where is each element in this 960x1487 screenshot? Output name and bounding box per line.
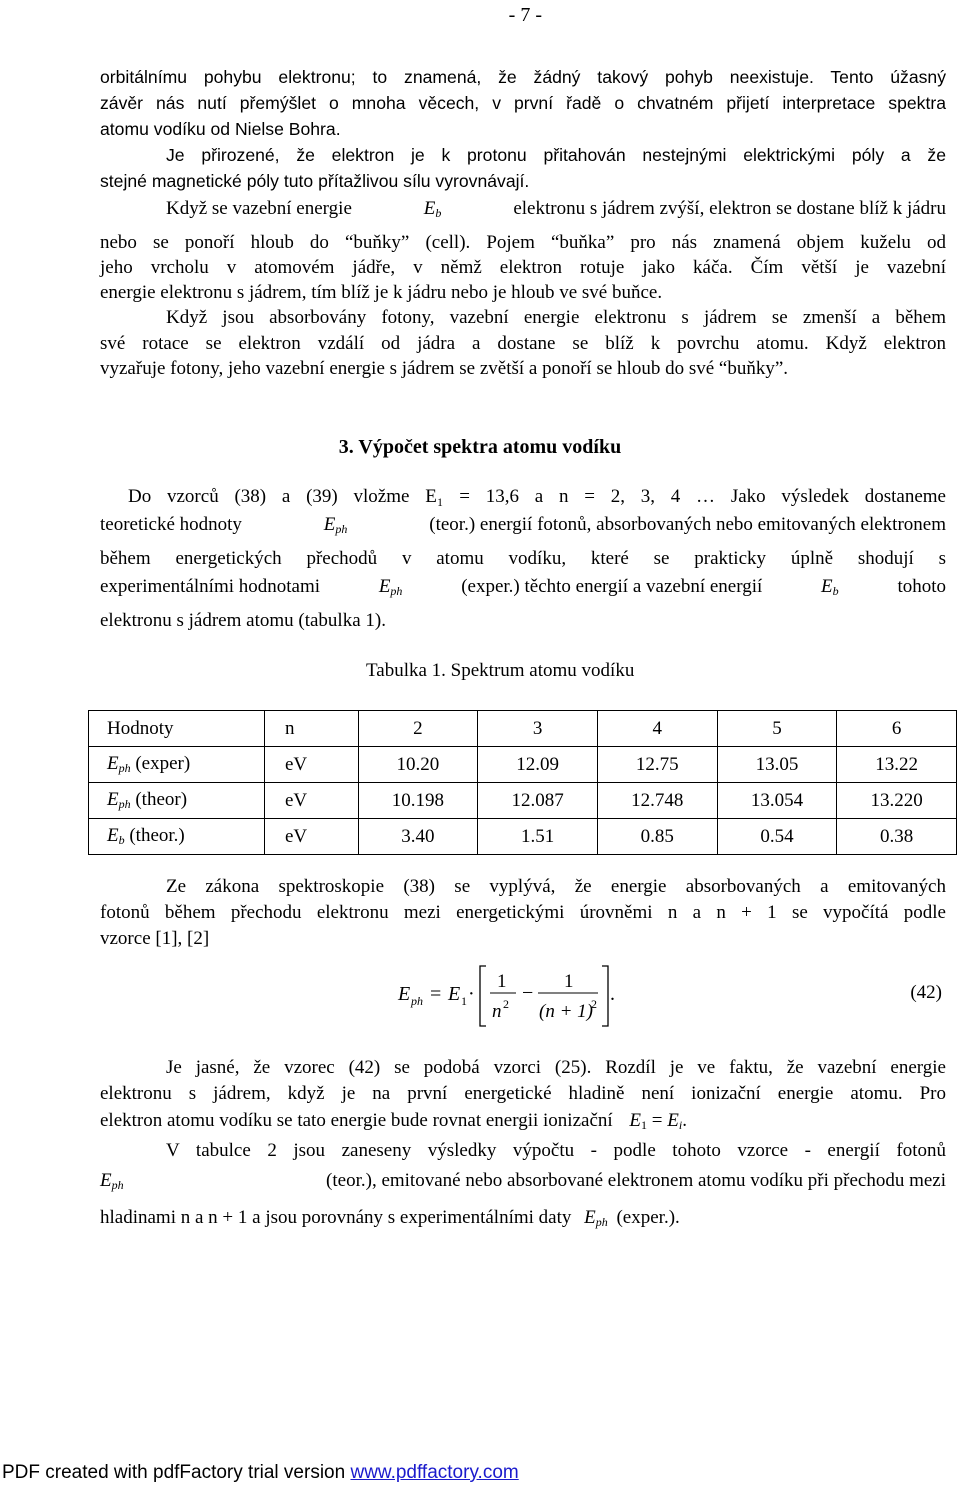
paragraph-3-line-3: jeho vrcholu v atomovém jádře, v němž elektron rotuje jako káča. Čím větší je vazební bbox=[100, 257, 946, 278]
eq-e1-sub: 1 bbox=[461, 994, 467, 1008]
equation-number: (42) bbox=[910, 982, 942, 1003]
pdf-footer bbox=[2, 1462, 519, 1484]
paragraph-1-line-3: atomu vodíku od Nielse Bohra. bbox=[100, 119, 341, 139]
table-cell: 3.40 bbox=[358, 819, 478, 855]
table-cell: 10.198 bbox=[358, 783, 478, 819]
table-cell: 10.20 bbox=[358, 747, 478, 783]
paragraph-8-line-2 bbox=[100, 1170, 946, 1196]
paragraph-3-text-a: Když se vazební energie bbox=[166, 198, 352, 219]
footer-link[interactable]: www.pdffactory.com bbox=[350, 1462, 519, 1483]
eq-left-bracket bbox=[480, 966, 486, 1026]
paragraph-5-line-5: elektronu s jádrem atomu (tabulka 1). bbox=[100, 610, 386, 631]
equation-42 bbox=[398, 960, 638, 1030]
paragraph-8-text-a: (teor.), emitované nebo absorbované elektronem atomu vodíku při přechodu mezi bbox=[326, 1170, 946, 1191]
paragraph-8-line-3 bbox=[100, 1207, 946, 1233]
eq-num-1: 1 bbox=[497, 971, 507, 992]
paragraph-5-text-c: experimentálními hodnotami bbox=[100, 576, 321, 597]
eq-den-2: (n + 1) bbox=[539, 1001, 593, 1022]
paragraph-7-line-3 bbox=[100, 1110, 946, 1136]
paragraph-3-text-b: elektronu s jádrem zvýší, elektron se dostane blíž k jádru bbox=[513, 198, 946, 219]
page-number: - 7 - bbox=[508, 4, 542, 26]
paragraph-1-line-2: závěr nás nutí přemýšlet o mnoha věcech, v první řadě o chvatném přijetí interpretace spektra bbox=[100, 93, 946, 113]
eq-den-1-sq: 2 bbox=[503, 997, 509, 1011]
table-header-cell: 3 bbox=[478, 711, 598, 747]
section-heading: 3. Výpočet spektra atomu vodíku bbox=[338, 436, 622, 458]
table-header-cell: 6 bbox=[837, 711, 957, 747]
paragraph-8-line-1: V tabulce 2 jsou zaneseny výsledky výpočtu - podle tohoto vzorce - energií fotonů bbox=[166, 1140, 946, 1161]
row-label: $E_{ph}$ (exper) bbox=[89, 747, 265, 783]
paragraph-5-text-b: (teor.) energií fotonů, absorbovaných nebo emitovaných elektronem bbox=[429, 514, 946, 535]
paragraph-5-text-a: teoretické hodnoty bbox=[100, 514, 242, 535]
paragraph-6-line-3: vzorce [1], [2] bbox=[100, 928, 210, 949]
paragraph-4-line-1: Když jsou absorbovány fotony, vazební energie elektronu s jádrem se zmenší a během bbox=[166, 307, 946, 328]
paragraph-7-line-2: elektronu s jádrem, když je na první energetické hladině není ionizační energie atomu. Pro bbox=[100, 1083, 946, 1104]
paragraph-5-line-2 bbox=[100, 514, 946, 540]
table-cell: 0.54 bbox=[717, 819, 837, 855]
table-cell: 1.51 bbox=[478, 819, 598, 855]
eq-right-bracket bbox=[602, 966, 608, 1026]
eq-lhs-sub: ph bbox=[411, 994, 423, 1008]
eq-den-1: n bbox=[492, 1001, 502, 1022]
table-cell: 0.38 bbox=[837, 819, 957, 855]
binding-energy-symbol: $E_b$ bbox=[821, 576, 839, 598]
table-cell: 12.75 bbox=[597, 747, 717, 783]
table-cell: eV bbox=[265, 783, 359, 819]
spectrum-table bbox=[88, 710, 957, 855]
paragraph-3-line-2: nebo se ponoří hloub do “buňky” (cell). Pojem “buňka” pro nás znamená objem kuželu od bbox=[100, 232, 946, 253]
eq-dot: · bbox=[468, 983, 475, 1005]
paragraph-5-line-1: Do vzorců (38) a (39) vložme E₁ = 13,6 a n = 2, 3, 4 … Jako výsledek dostaneme bbox=[128, 486, 946, 507]
eq-den-2-sq: 2 bbox=[591, 997, 597, 1011]
paragraph-2-line-2: stejné magnetické póly tuto přítažlivou sílu vyrovnávají. bbox=[100, 171, 530, 191]
eq-period: . bbox=[610, 983, 615, 1005]
table-header-row bbox=[89, 711, 957, 747]
row-label: $E_{ph}$ (theor) bbox=[89, 783, 265, 819]
table-header-cell: 4 bbox=[597, 711, 717, 747]
photon-energy-symbol: $E_{ph}$ bbox=[378, 576, 403, 598]
ionization-equation: $E_1 = E_i$. bbox=[629, 1110, 687, 1132]
paragraph-4-line-3: vyzařuje fotony, jeho vazební energie s jádrem se zvětší a ponoří se hloub do své “buňky”. bbox=[100, 358, 789, 379]
paragraph-2-line-1: Je přirozené, že elektron je k protonu přitahován nestejnými elektrickými póly a že bbox=[166, 145, 946, 165]
table-row bbox=[89, 783, 957, 819]
table-header-cell: 2 bbox=[358, 711, 478, 747]
paragraph-3-line-4: energie elektronu s jádrem, tím blíž je k jádru nebo je hloub ve své buňce. bbox=[100, 282, 663, 303]
table-cell: 12.09 bbox=[478, 747, 598, 783]
paragraph-7-text: elektron atomu vodíku se tato energie bude rovnat energii ionizační bbox=[100, 1110, 613, 1131]
paragraph-5-line-3: během energetických přechodů v atomu vodíku, které se prakticky úplně shodují s bbox=[100, 548, 946, 569]
table-row bbox=[89, 747, 957, 783]
paragraph-7-line-1: Je jasné, že vzorec (42) se podobá vzorci (25). Rozdíl je ve faktu, že vazební energie bbox=[166, 1057, 946, 1078]
table-row bbox=[89, 819, 957, 855]
eq-e1: E bbox=[448, 983, 461, 1005]
paragraph-8-text-b: hladinami n a n + 1 a jsou porovnány s experimentálními daty bbox=[100, 1207, 572, 1228]
table-header-cell: Hodnoty bbox=[89, 711, 265, 747]
table-cell: 13.05 bbox=[717, 747, 837, 783]
table-cell: 12.748 bbox=[597, 783, 717, 819]
photon-energy-symbol: $E_{ph}$ bbox=[100, 1170, 124, 1192]
table-cell: eV bbox=[265, 747, 359, 783]
paragraph-5-line-4 bbox=[100, 576, 946, 602]
eq-equals: = bbox=[430, 983, 442, 1005]
paragraph-5-text-e: tohoto bbox=[897, 576, 946, 597]
table-cell: 13.054 bbox=[717, 783, 837, 819]
row-label: $E_b$ (theor.) bbox=[89, 819, 265, 855]
table-cell: 13.220 bbox=[837, 783, 957, 819]
table-cell: 0.85 bbox=[597, 819, 717, 855]
table-header-cell: 5 bbox=[717, 711, 837, 747]
eq-lhs-e: E bbox=[398, 983, 411, 1005]
paragraph-5-text-d: (exper.) těchto energií a vazební energií bbox=[461, 576, 763, 597]
eq-minus: − bbox=[522, 982, 534, 1004]
paragraph-3-line-1 bbox=[166, 198, 946, 224]
paragraph-1-line-1: orbitálnímu pohybu elektronu; to znamená, že žádný takový pohyb neexistuje. Tento úžasný bbox=[100, 67, 946, 87]
eq-num-2: 1 bbox=[564, 971, 574, 992]
binding-energy-symbol: $E_b$ bbox=[423, 198, 442, 220]
table-caption: Tabulka 1. Spektrum atomu vodíku bbox=[366, 660, 635, 681]
photon-energy-symbol: $E_{ph}$ bbox=[584, 1207, 608, 1229]
paragraph-8-text-c: (exper.). bbox=[616, 1207, 680, 1228]
paragraph-4-line-2: své rotace se elektron vzdálí od jádra a dostane se blíž k povrchu atomu. Když elektron bbox=[100, 333, 946, 354]
table-cell: eV bbox=[265, 819, 359, 855]
table-cell: 12.087 bbox=[478, 783, 598, 819]
paragraph-6-line-1: Ze zákona spektroskopie (38) se vyplývá, že energie absorbovaných a emitovaných bbox=[166, 876, 946, 897]
table-header-cell: n bbox=[265, 711, 359, 747]
photon-energy-symbol: $E_{ph}$ bbox=[323, 514, 348, 536]
equation-svg bbox=[398, 960, 638, 1030]
table-cell: 13.22 bbox=[837, 747, 957, 783]
footer-text: PDF created with pdfFactory trial version bbox=[2, 1462, 351, 1483]
paragraph-6-line-2: fotonů během přechodu elektronu mezi energetickými úrovněmi n a n + 1 se vypočítá podle bbox=[100, 902, 946, 923]
